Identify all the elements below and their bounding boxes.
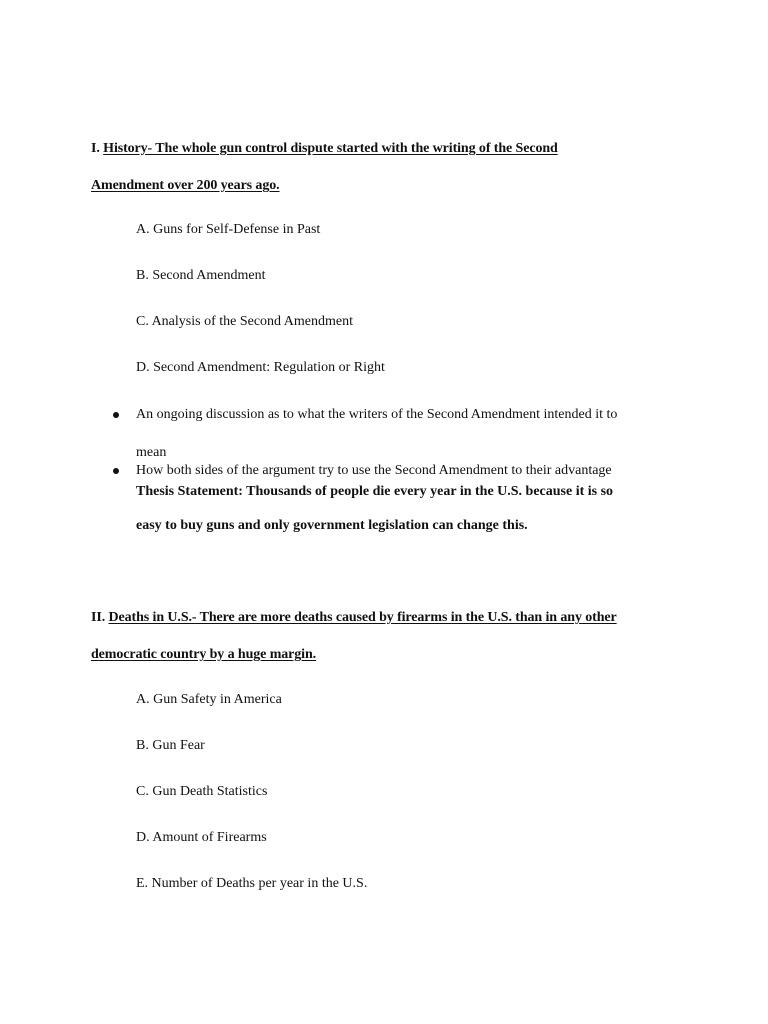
section-1-item-b: B. Second Amendment xyxy=(136,268,266,283)
bullet-1-line-2: mean xyxy=(136,445,167,460)
bullet-icon xyxy=(113,412,119,418)
section-1-heading-text-2: Amendment over 200 years ago. xyxy=(91,178,280,193)
section-2-heading-line-1 xyxy=(91,610,617,626)
section-1-heading-line-2 xyxy=(91,178,280,194)
section-2-item-b: B. Gun Fear xyxy=(136,738,205,753)
bullet-1-line-1: An ongoing discussion as to what the writers of the Second Amendment intended it to xyxy=(136,407,618,422)
bullet-2-line-1: How both sides of the argument try to use the Second Amendment to their advantage xyxy=(136,463,612,478)
section-1-numeral: I. xyxy=(91,141,100,156)
section-1-heading-line-1 xyxy=(91,141,558,157)
section-2-heading-text-1: Deaths in U.S.- There are more deaths caused by firearms in the U.S. than in any other xyxy=(108,610,617,625)
section-1-item-a: A. Guns for Self-Defense in Past xyxy=(136,222,321,237)
section-2-item-c: C. Gun Death Statistics xyxy=(136,784,268,799)
thesis-statement-line-2: easy to buy guns and only government legislation can change this. xyxy=(136,518,528,533)
section-2-heading-line-2 xyxy=(91,647,316,663)
section-1-item-d: D. Second Amendment: Regulation or Right xyxy=(136,360,385,375)
section-1-heading-text-1: History- The whole gun control dispute started with the writing of the Second xyxy=(103,141,558,156)
section-2-heading-text-2: democratic country by a huge margin. xyxy=(91,647,317,662)
section-2-item-a: A. Gun Safety in America xyxy=(136,692,282,707)
section-2-item-d: D. Amount of Firearms xyxy=(136,830,267,845)
bullet-icon xyxy=(113,468,119,474)
thesis-statement-line-1: Thesis Statement: Thousands of people die every year in the U.S. because it is so xyxy=(136,484,614,499)
section-2-numeral: II. xyxy=(91,610,106,625)
section-1-item-c: C. Analysis of the Second Amendment xyxy=(136,314,353,329)
section-2-item-e: E. Number of Deaths per year in the U.S. xyxy=(136,876,368,891)
